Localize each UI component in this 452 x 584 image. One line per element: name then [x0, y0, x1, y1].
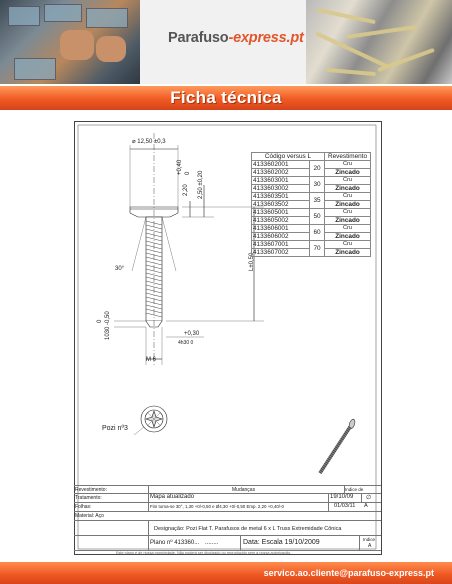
variant-finish: Zincado	[325, 233, 371, 241]
variant-length: 60	[310, 225, 325, 241]
dim-thread-tol: +0,30	[184, 331, 200, 337]
dim-head-height: 2,20	[183, 184, 189, 196]
screw-isometric-icon	[320, 418, 356, 473]
variant-finish: Zincado	[325, 217, 371, 225]
variant-length: 70	[310, 241, 325, 257]
header-photo-workshop	[0, 0, 140, 84]
tb-row-tratamento	[74, 493, 381, 502]
variant-code: 4133603501	[252, 193, 310, 201]
table-row	[252, 161, 371, 169]
dim-tip-zero: 0	[97, 319, 103, 323]
tb-designation: Designação: Pozi Flat T. Parafusos de metal 6 x L Truss Extremidade Cônica	[154, 526, 342, 532]
table-row	[252, 225, 371, 233]
tb-legal-note: Este plano é de nossa propriedade. Não poderá ser divulgado ou reproduzido sem a nossa autorização.	[116, 551, 292, 555]
dim-tip-tol: 1030 -0,50	[105, 311, 111, 340]
variant-finish: Zincado	[325, 185, 371, 193]
tb-sheet-date: 01/03/11	[334, 503, 356, 509]
variant-length: 50	[310, 209, 325, 225]
tb-folhas-text: Fim torna-se 30°, 1,30 +0/-0,50 e Ø4,30 +0/-0,50 Emp. 2,20 +0,40/-0	[150, 504, 284, 509]
tb-plan-label: Plano nº 413360...	[150, 540, 200, 546]
tb-plan-dots: ........	[205, 540, 219, 546]
tb-indice-label: Indice de	[345, 487, 364, 492]
tb-index-value: A	[368, 543, 372, 549]
pozi-drive-icon	[134, 406, 167, 435]
page-title: Ficha técnica	[170, 88, 282, 107]
dim-angle: 30°	[115, 266, 125, 272]
dim-head-tol-top: +0,40	[177, 159, 183, 175]
tb-revestimento-label: Revestimento:	[75, 487, 107, 493]
drive-label: Pozi nº3	[102, 425, 128, 432]
variant-code: 4133603002	[252, 185, 310, 193]
variant-code: 4133603001	[252, 177, 310, 185]
tb-row-folhas	[74, 502, 381, 511]
tb-tratamento-label: Tratamento:	[75, 495, 102, 501]
tb-row-revestimento	[74, 485, 381, 493]
dim-head-height-tol: 2,50 ±0,20	[198, 170, 204, 199]
tb-change-date: 19/10/09	[330, 494, 354, 500]
variant-finish: Zincado	[325, 201, 371, 209]
variant-code: 4133606002	[252, 233, 310, 241]
table-row	[252, 193, 371, 201]
variant-code: 4133603502	[252, 201, 310, 209]
brand-name: Parafuso	[168, 30, 229, 46]
dim-head-tol-zero: 0	[185, 171, 191, 175]
tb-material: Material: Aço	[75, 513, 104, 519]
variants-table	[251, 152, 371, 257]
dim-length: L±0,50	[249, 252, 255, 271]
table-row	[252, 241, 371, 249]
table-row	[252, 209, 371, 217]
brand-accent: -express.pt	[228, 30, 304, 46]
brand-logo	[168, 30, 304, 46]
tb-row-material	[74, 511, 381, 520]
variant-code: 4133605001	[252, 209, 310, 217]
variant-finish: Cru	[325, 225, 371, 233]
footer-email-link[interactable]: servico.ao.cliente@parafuso-express.pt	[263, 568, 434, 578]
variants-header-row	[252, 153, 371, 161]
variant-code: 4133607002	[252, 249, 310, 257]
header	[0, 0, 452, 84]
variant-code: 4133606001	[252, 225, 310, 233]
variant-finish: Zincado	[325, 169, 371, 177]
variant-code: 4133607001	[252, 241, 310, 249]
dim-head-diameter-value: 12,50 ±0,3	[137, 139, 166, 145]
tb-change-text: Mapa atualizado	[150, 494, 195, 500]
variant-code: 4133602002	[252, 169, 310, 177]
variant-finish: Cru	[325, 161, 371, 169]
dim-head-diameter: ⌀ 12,50 ±0,3	[132, 139, 166, 145]
variant-finish: Zincado	[325, 249, 371, 257]
col-header-coating: Revestimento	[325, 153, 371, 161]
dim-thread-class: 4h30 0	[178, 340, 194, 346]
dim-thread-size: M 6	[146, 357, 157, 363]
variant-finish: Cru	[325, 177, 371, 185]
header-photo-screws	[306, 0, 452, 84]
tb-change-symbol: ∅	[366, 495, 372, 501]
tb-mudancas-label: Mudanças	[232, 487, 256, 493]
variant-finish: Cru	[325, 193, 371, 201]
tb-folhas-label: Folhas:	[75, 504, 92, 510]
col-header-code: Código versus L	[252, 153, 325, 161]
tb-index-label: Indice	[363, 537, 376, 542]
variant-finish: Cru	[325, 209, 371, 217]
variant-length: 35	[310, 193, 325, 209]
tb-row-designation	[74, 520, 381, 535]
tb-date-scale: Data: Escala 19/10/2009	[243, 539, 320, 546]
variant-finish: Cru	[325, 241, 371, 249]
variant-code: 4133605002	[252, 217, 310, 225]
tb-sheet-index: A	[364, 503, 368, 509]
variant-length: 20	[310, 161, 325, 177]
table-row	[252, 177, 371, 185]
variant-code: 4133602001	[252, 161, 310, 169]
tb-row-plan	[74, 535, 381, 551]
variant-length: 30	[310, 177, 325, 193]
